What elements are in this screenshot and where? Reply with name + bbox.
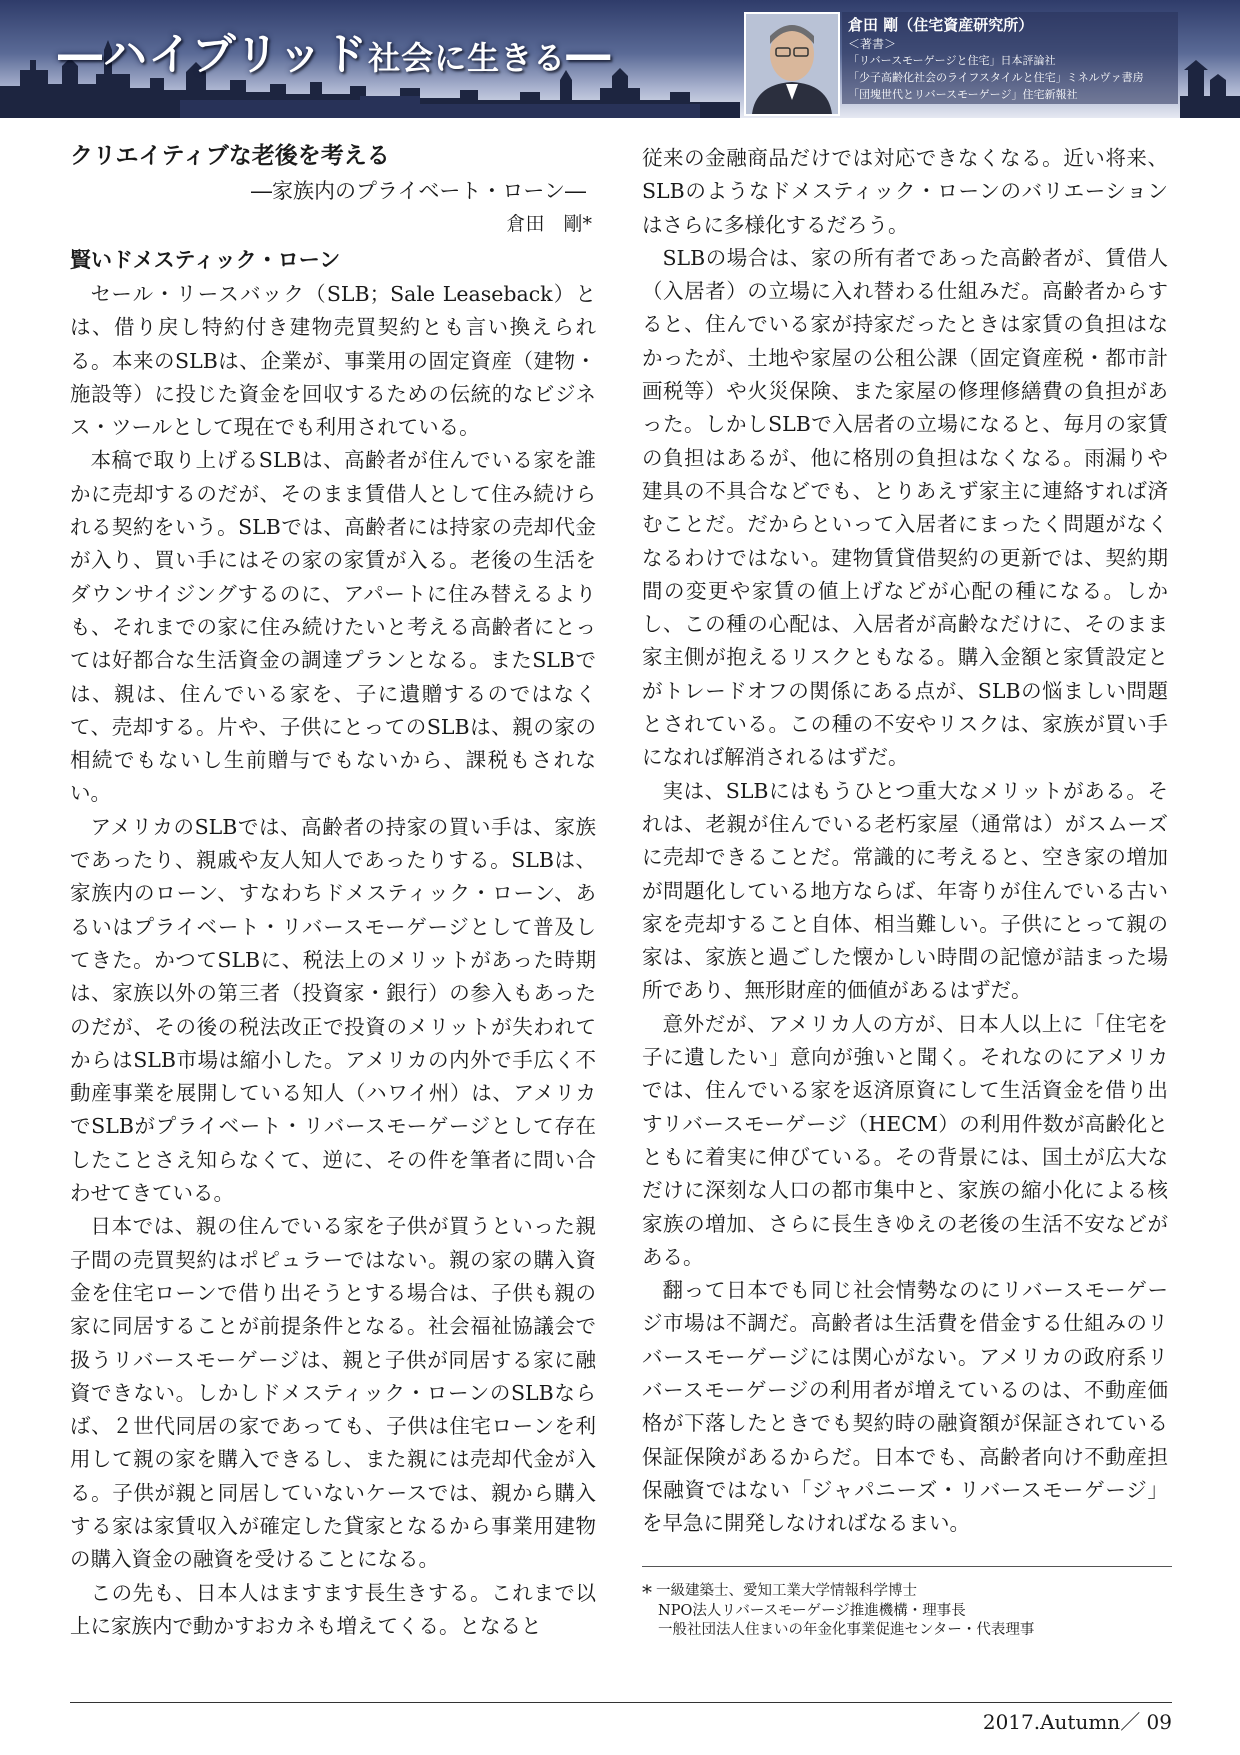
- footnote-line: [642, 1582, 1172, 1602]
- author-info-box: [842, 12, 1178, 104]
- author-name: 倉田 剛（住宅資産研究所）: [848, 16, 1034, 34]
- paragraph: 本稿で取り上げるSLBは、高齢者が住んでいる家を誰かに売却するのだが、そのまま賃借人として住み続けられる契約をいう。SLBでは、高齢者には持家の売却代金が入り、買い手にはその家の家賃が入る。老後の生活をダウンサイジングするのに、アパートに住み替えるよりも、それまでの家に住み続けたいと考える高齢者にとっては好都合な生活資金の調達プランとなる。またSLBでは、親は、住んでいる家を、子に遺贈するのではなくて、売却する。片や、子供にとってのSLBは、親の家の相続でもないし生前贈与でもないから、課税もされない。: [70, 448, 596, 806]
- series-title-main: ハイブリッド: [103, 29, 369, 80]
- footnote-mark: *: [642, 1580, 652, 1604]
- paragraph-continued: 従来の金融商品だけでは対応できなくなる。近い将来、SLBのようなドメスティック・ローンのバリエーションはさらに多様化するだろう。: [642, 146, 1168, 237]
- article-column-left: [70, 138, 596, 1638]
- series-title-dash-left: ―: [58, 29, 103, 80]
- footnote-line: 一般社団法人住まいの年金化事業促進センター・代表理事: [658, 1622, 1035, 1638]
- footnote-line: NPO法人リバースモーゲージ推進機構・理事長: [658, 1603, 966, 1619]
- issue-page-number: 2017.Autumn／ 09: [982, 1710, 1172, 1734]
- book-title: 「少子高齢化社会のライフスタイルと住宅」ミネルヴァ書房: [848, 71, 1144, 84]
- book-title: 「リバースモーゲージと住宅」日本評論社: [848, 54, 1056, 67]
- series-banner: [0, 0, 1240, 118]
- paragraph: 意外だが、アメリカ人の方が、日本人以上に「住宅を子に遺したい」意向が強いと聞く。それなのにアメリカでは、住んでいる家を返済原資にして生活資金を借り出すリバースモーゲージ（HECM）の利用件数が高齢化とともに着実に伸びている。その背景には、国土が広大なだけに深刻な人口の都市集中と、家族の縮小化による核家族の増加、さらに長生きゆえの老後の生活不安などがある。: [642, 1011, 1168, 1269]
- article-column-right: [642, 142, 1168, 1597]
- footer-divider: [70, 1702, 1172, 1703]
- paragraph: セール・リースバック（SLB；Sale Leaseback）とは、借り戻し特約付き建物売買契約とも言い換えられる。本来のSLBは、企業が、事業用の固定資産（建物・施設等）に投じた資金を回収するための伝統的なビジネス・ツールとして現在でも利用されている。: [70, 282, 596, 440]
- article-title: クリエイティブな老後を考える: [70, 143, 390, 169]
- article-subtitle: ―家族内のプライベート・ローン―: [251, 179, 586, 203]
- author-portrait-photo: [744, 12, 840, 116]
- works-label: ＜著書＞: [848, 37, 897, 51]
- series-title: [58, 18, 611, 82]
- author-byline: 倉田 剛*: [506, 213, 592, 235]
- paragraph: 実は、SLBにはもうひとつ重大なメリットがある。それは、老親が住んでいる老朽家屋（通常は）がスムーズに売却できることだ。常識的に考えると、空き家の増加が問題化している地方ならば、年寄りが住んでいる古い家を売却すること自体、相当難しい。子供にとって親の家は、家族と過ごした懐かしい時間の記憶が詰まった場所であり、無形財産的価値があるはずだ。: [642, 778, 1168, 1003]
- series-title-dash-right: ―: [566, 29, 612, 80]
- author-footnote: [642, 1582, 1172, 1640]
- paragraph: アメリカのSLBでは、高齢者の持家の買い手は、家族であったり、親戚や友人知人であったりする。SLBは、家族内のローン、すなわちドメスティック・ローン、あるいはプライベート・リバースモーゲージとして普及してきた。かつてSLBに、税法上のメリットがあった時期は、家族以外の第三者（投資家・銀行）の参入もあったのだが、その後の税法改正で投資のメリットが失われてからはSLB市場は縮小した。アメリカの内外で手広く不動産事業を展開している知人（ハワイ州）は、アメリカでSLBがプライベート・リバースモーゲージとして存在したことさえ知らなくて、逆に、その件を筆者に問い合わせてきている。: [70, 814, 596, 1206]
- book-title: 「団塊世代とリバースモーゲージ」住宅新報社: [848, 88, 1078, 101]
- paragraph: 日本では、親の住んでいる家を子供が買うといった親子間の売買契約はポピュラーではない。親の家の購入資金を住宅ローンで借り出そうとする場合は、子供も親の家に同居することが前提条件となる。社会福祉協議会で扱うリバースモーゲージは、親と子供が同居する家に融資できない。しかしドメスティック・ローンのSLBならば、２世代同居の家であっても、子供は住宅ローンを利用して親の家を購入できるし、また親には売却代金が入る。子供が親と同居していないケースでは、親から購入する家は家賃収入が確定した貸家となるから事業用建物の購入資金の融資を受けることになる。: [70, 1214, 596, 1572]
- footnote-divider: [642, 1566, 1172, 1567]
- section-heading: 賢いドメスティック・ローン: [70, 248, 341, 272]
- paragraph: SLBの場合は、家の所有者であった高齢者が、賃借人（入居者）の立場に入れ替わる仕組みだ。高齢者からすると、住んでいる家が持家だったときは家賃の負担はなかったが、土地や家屋の公租公課（固定資産税・都市計画税等）や火災保険、また家屋の修理修繕費の負担があった。しかしSLBで入居者の立場になると、毎月の家賃の負担はあるが、他に格別の負担はなくなる。雨漏りや建具の不具合などでも、とりあえず家主に連絡すれば済むことだ。だからといって入居者にまったく問題がなくなるわけではない。建物賃貸借契約の更新では、契約期間の変更や家賃の値上げなどが心配の種になる。しかし、この種の心配は、入居者が高齢なだけに、そのまま家主側が抱えるリスクともなる。購入金額と家賃設定とがトレードオフの関係にある点が、SLBの悩ましい問題とされている。この種の不安やリスクは、家族が買い手になれば解消されるはずだ。: [642, 245, 1168, 770]
- paragraph: この先も、日本人はますます長生きする。これまで以上に家族内で動かすおカネも増えてくる。となると: [70, 1580, 596, 1638]
- paragraph: 翻って日本でも同じ社会情勢なのにリバースモーゲージ市場は不調だ。高齢者は生活費を借金する仕組みのリバースモーゲージには関心がない。アメリカの政府系リバースモーゲージの利用者が増えているのは、不動産価格が下落したときでも契約時の融資額が保証されている保証保険があるからだ。日本でも、高齢者向け不動産担保融資ではない「ジャパニーズ・リバースモーゲージ」を早急に開発しなければなるまい。: [642, 1278, 1168, 1536]
- series-title-rest: 社会に生きる: [368, 39, 567, 77]
- footnote-text: 一級建築士、愛知工業大学情報科学博士: [656, 1583, 917, 1599]
